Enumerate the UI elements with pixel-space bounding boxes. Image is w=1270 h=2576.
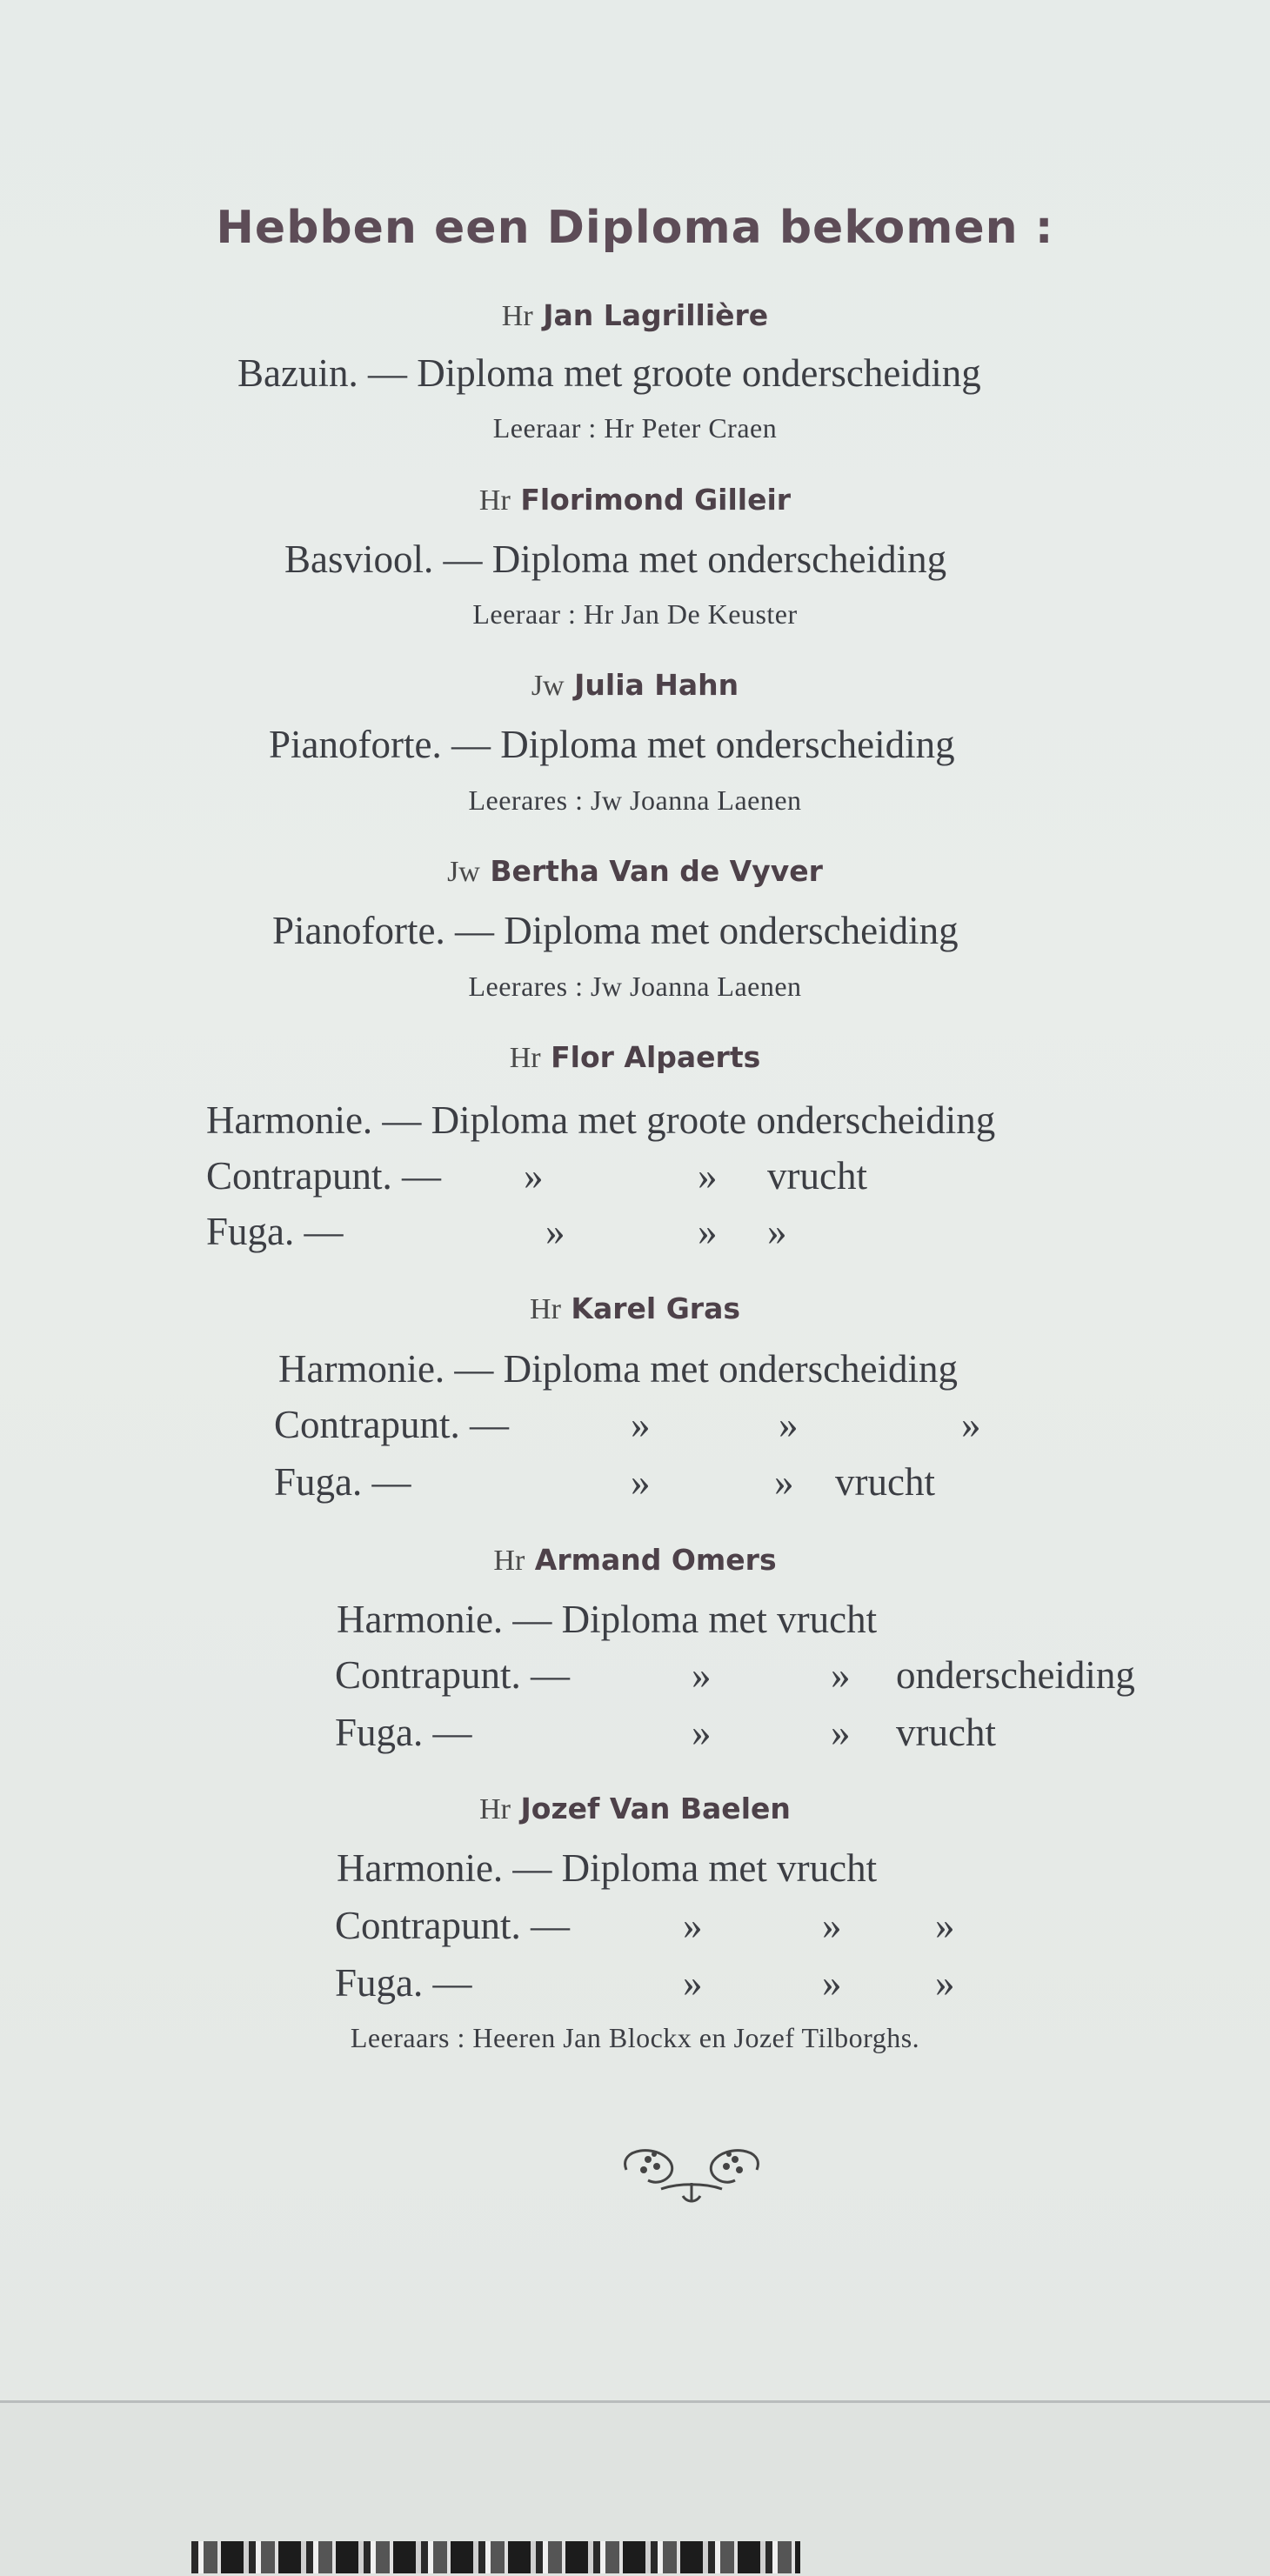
ditto-mark: » — [524, 1154, 544, 1198]
entry-name — [0, 483, 1270, 517]
entry-name — [0, 298, 1270, 333]
grade: vrucht — [835, 1460, 935, 1504]
ditto-mark: » — [631, 1460, 651, 1504]
grade: » — [935, 1904, 955, 1947]
ditto-mark: » — [692, 1653, 712, 1697]
entry-line: Bazuin. — Diploma met groote onderscheiding — [237, 351, 981, 395]
entry-row — [206, 1209, 787, 1254]
ditto-mark: » — [831, 1711, 851, 1754]
ditto-mark: » — [698, 1154, 718, 1198]
entry-row — [335, 1960, 955, 2005]
teacher-line: Leeraar : Hr Peter Craen — [492, 412, 778, 444]
entry-row — [274, 1402, 981, 1447]
subject: Fuga. — — [274, 1460, 411, 1504]
honorific: Jw — [447, 856, 480, 888]
teacher-line: Leeraar : Hr Jan De Keuster — [472, 598, 798, 630]
teacher-line: Leerares : Jw Joanna Laenen — [468, 971, 802, 1002]
ditto-mark: » — [683, 1961, 703, 2005]
honorific: Hr — [501, 300, 533, 332]
ditto-mark: » — [779, 1403, 799, 1446]
entry-name — [0, 1040, 1270, 1075]
entry-line: Pianoforte. — Diploma met onderscheiding — [272, 909, 959, 952]
honorific: Hr — [479, 1793, 511, 1825]
subject: Contrapunt. — — [335, 1904, 570, 1947]
person-name: Jozef Van Baelen — [520, 1792, 791, 1825]
entry-line: Basviool. — Diploma met onderscheiding — [284, 537, 947, 581]
ditto-mark: » — [774, 1460, 794, 1504]
teacher-line: Leeraars : Heeren Jan Blockx en Jozef Tilborghs. — [350, 2022, 920, 2053]
entry-name — [0, 1792, 1270, 1826]
ditto-mark: » — [822, 1904, 842, 1947]
subject: Fuga. — — [335, 1711, 472, 1754]
entry-line: Harmonie. — Diploma met vrucht — [337, 1598, 878, 1641]
subject: Fuga. — — [335, 1961, 472, 2005]
scan-artifact-bars — [191, 2541, 800, 2573]
person-name: Bertha Van de Vyver — [490, 854, 823, 888]
person-name: Flor Alpaerts — [551, 1040, 761, 1074]
ditto-mark: » — [698, 1210, 718, 1253]
person-name: Julia Hahn — [574, 668, 739, 702]
entry-line: Harmonie. — Diploma met onderscheiding — [278, 1347, 959, 1391]
grade: » — [961, 1403, 981, 1446]
grade: » — [935, 1961, 955, 2005]
person-name: Florimond Gilleir — [520, 483, 792, 517]
entry-row — [335, 1652, 1135, 1698]
entry-row — [206, 1153, 867, 1198]
grade: » — [767, 1210, 787, 1253]
grade: onderscheiding — [896, 1653, 1135, 1697]
honorific: Hr — [493, 1545, 525, 1577]
person-name: Karel Gras — [571, 1291, 740, 1325]
entry-line: Harmonie. — Diploma met vrucht — [337, 1846, 878, 1890]
entry-name — [0, 854, 1270, 889]
ditto-mark: » — [631, 1403, 651, 1446]
honorific: Jw — [531, 670, 565, 702]
honorific: Hr — [509, 1042, 541, 1074]
person-name: Jan Lagrillière — [543, 298, 769, 332]
entry-row — [335, 1903, 955, 1948]
entry-name — [0, 1543, 1270, 1578]
entry-line: Pianoforte. — Diploma met onderscheiding — [269, 723, 955, 766]
teacher-line: Leerares : Jw Joanna Laenen — [468, 784, 802, 816]
honorific: Hr — [478, 484, 511, 517]
grade: vrucht — [767, 1154, 867, 1198]
entry-row — [274, 1459, 935, 1505]
subject: Contrapunt. — — [335, 1653, 570, 1697]
entry-line: Harmonie. — Diploma met groote onderscheiding — [206, 1098, 996, 1142]
subject: Fuga. — — [206, 1210, 344, 1253]
ditto-mark: » — [822, 1961, 842, 2005]
honorific: Hr — [530, 1293, 561, 1325]
ditto-mark: » — [683, 1904, 703, 1947]
ditto-mark: » — [831, 1653, 851, 1697]
subject: Contrapunt. — — [206, 1154, 441, 1198]
grade: vrucht — [896, 1711, 996, 1754]
ornament-flourish — [609, 2135, 774, 2205]
entry-name — [0, 668, 1270, 703]
subject: Contrapunt. — — [274, 1403, 509, 1446]
ditto-mark: » — [692, 1711, 712, 1754]
entry-row — [335, 1710, 996, 1755]
entry-name — [0, 1291, 1270, 1326]
page-title: Hebben een Diploma bekomen : — [216, 202, 1054, 254]
ditto-mark: » — [545, 1210, 565, 1253]
person-name: Armand Omers — [534, 1543, 777, 1577]
